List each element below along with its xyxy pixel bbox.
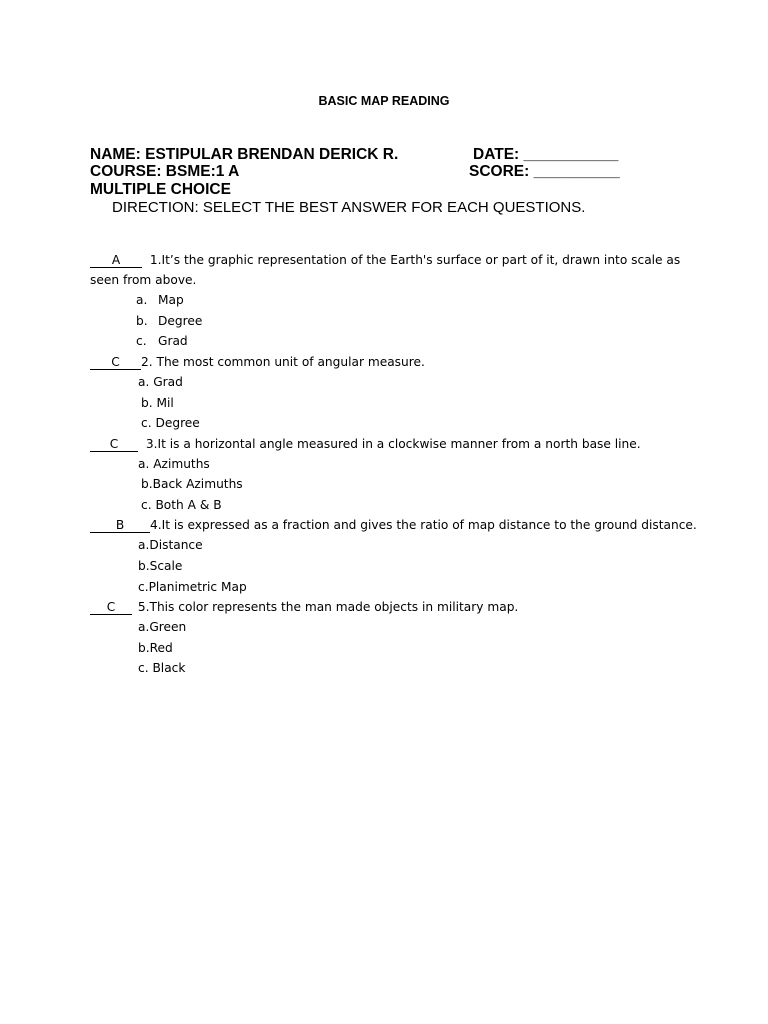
option-1a: a. Map [136, 293, 184, 307]
option-5b: b.Red [138, 641, 173, 655]
option-4a: a.Distance [138, 538, 203, 552]
option-1b: b. Degree [136, 314, 203, 328]
question-2 [90, 355, 425, 370]
question-5-text: 5.This color represents the man made objects in military map. [137, 600, 519, 614]
answer-blank-3: C [90, 437, 138, 452]
option-1c: c. Grad [136, 334, 188, 348]
answer-blank-4: B [90, 518, 150, 533]
option-5c: c. Black [138, 661, 186, 675]
option-2c: c. Degree [141, 416, 200, 430]
question-3 [90, 437, 641, 452]
student-name: NAME: ESTIPULAR BRENDAN DERICK R. [90, 146, 399, 163]
question-2-text: 2. The most common unit of angular measure. [141, 355, 425, 369]
option-3c: c. Both A & B [141, 498, 222, 512]
question-4-text: 4.It is expressed as a fraction and gives the ratio of map distance to the ground distance. [150, 518, 697, 532]
score-field: SCORE: __________ [469, 163, 620, 180]
section-heading: MULTIPLE CHOICE [90, 181, 231, 198]
option-3a: a. Azimuths [138, 457, 210, 471]
document-title: BASIC MAP READING [318, 94, 450, 108]
answer-blank-2: C [90, 355, 141, 370]
question-4 [90, 518, 697, 533]
option-2a: a. Grad [138, 375, 183, 389]
course-field: COURSE: BSME:1 A [90, 163, 240, 180]
date-field: DATE: ___________ [473, 146, 619, 163]
question-1-text: 1.It’s the graphic representation of the Earth's surface or part of it, drawn into scale as [149, 253, 681, 267]
question-1-continued: seen from above. [90, 273, 197, 287]
direction-text: DIRECTION: SELECT THE BEST ANSWER FOR EACH QUESTIONS. [112, 199, 586, 216]
option-5a: a.Green [138, 620, 187, 634]
option-4b: b.Scale [138, 559, 183, 573]
answer-blank-5: C [90, 600, 132, 615]
question-1 [90, 253, 680, 268]
option-4c: c.Planimetric Map [138, 580, 247, 594]
question-5 [90, 600, 518, 615]
option-3b: b.Back Azimuths [141, 477, 243, 491]
option-2b: b. Mil [141, 396, 174, 410]
answer-blank-1: A [90, 253, 142, 268]
question-3-text: 3.It is a horizontal angle measured in a clockwise manner from a north base line. [145, 437, 641, 451]
